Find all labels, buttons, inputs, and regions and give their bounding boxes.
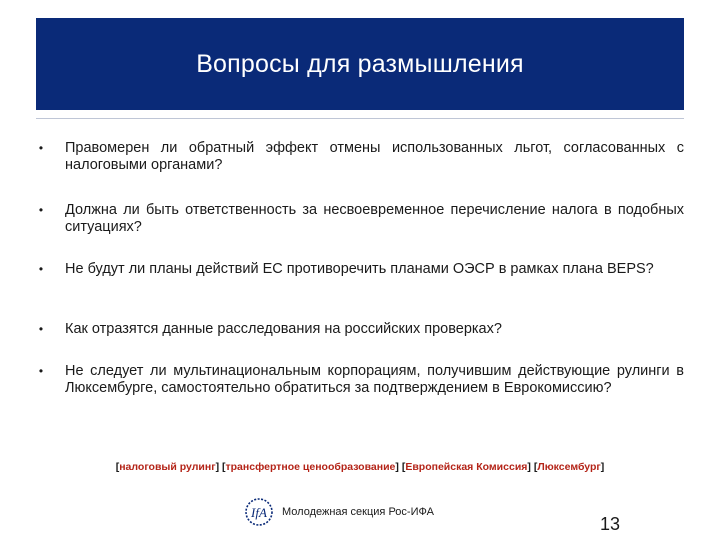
tag-link[interactable]: Люксембург (537, 461, 601, 473)
bullet: • (38, 203, 44, 217)
tag-bracket: [ (115, 461, 120, 473)
footer-label: Молодежная секция Рос-ИФА (282, 506, 434, 518)
divider (36, 118, 684, 119)
question-text: Не будут ли планы действий ЕС противоречить планами ОЭСР в рамках плана BEPS? (65, 261, 654, 277)
tag-bracket: ] [ (395, 461, 406, 473)
question-text: Должна ли быть ответственность за несвоевременное перечисление налога в подобных ситуациях? (65, 202, 684, 235)
bullet: • (38, 141, 44, 155)
footer (244, 494, 434, 530)
svg-text:IfA: IfA (251, 505, 267, 520)
ifa-logo-icon (244, 497, 274, 527)
page-number: 13 (600, 514, 621, 534)
list-item (36, 363, 684, 397)
tag-link[interactable]: налоговый рулинг (119, 461, 216, 473)
tag-bracket: ] [ (215, 461, 226, 473)
title-banner (36, 18, 684, 110)
bullet: • (38, 262, 44, 276)
tag-bracket: ] [ (527, 461, 538, 473)
bullet: • (38, 322, 44, 336)
page-title: Вопросы для размышления (196, 49, 524, 78)
list-item (36, 202, 684, 236)
question-text: Не следует ли мультинациональным корпорациям, получившим действующие рулинги в Люксембурге, самостоятельно обратиться за подтверждением в Еврокомиссию? (65, 363, 684, 396)
bullet: • (38, 364, 44, 378)
list-item (36, 140, 684, 174)
tag-bracket: ] (600, 461, 605, 473)
tag-link[interactable]: трансфертное ценообразование (225, 461, 396, 473)
tag-link[interactable]: Европейская Комиссия (405, 461, 528, 473)
question-text: Правомерен ли обратный эффект отмены использованных льгот, согласованных с налоговыми органами? (65, 140, 684, 173)
question-text: Как отразятся данные расследования на российских проверках? (65, 321, 502, 337)
list-item (36, 321, 684, 338)
list-item (36, 261, 684, 278)
tag-line (0, 461, 720, 473)
